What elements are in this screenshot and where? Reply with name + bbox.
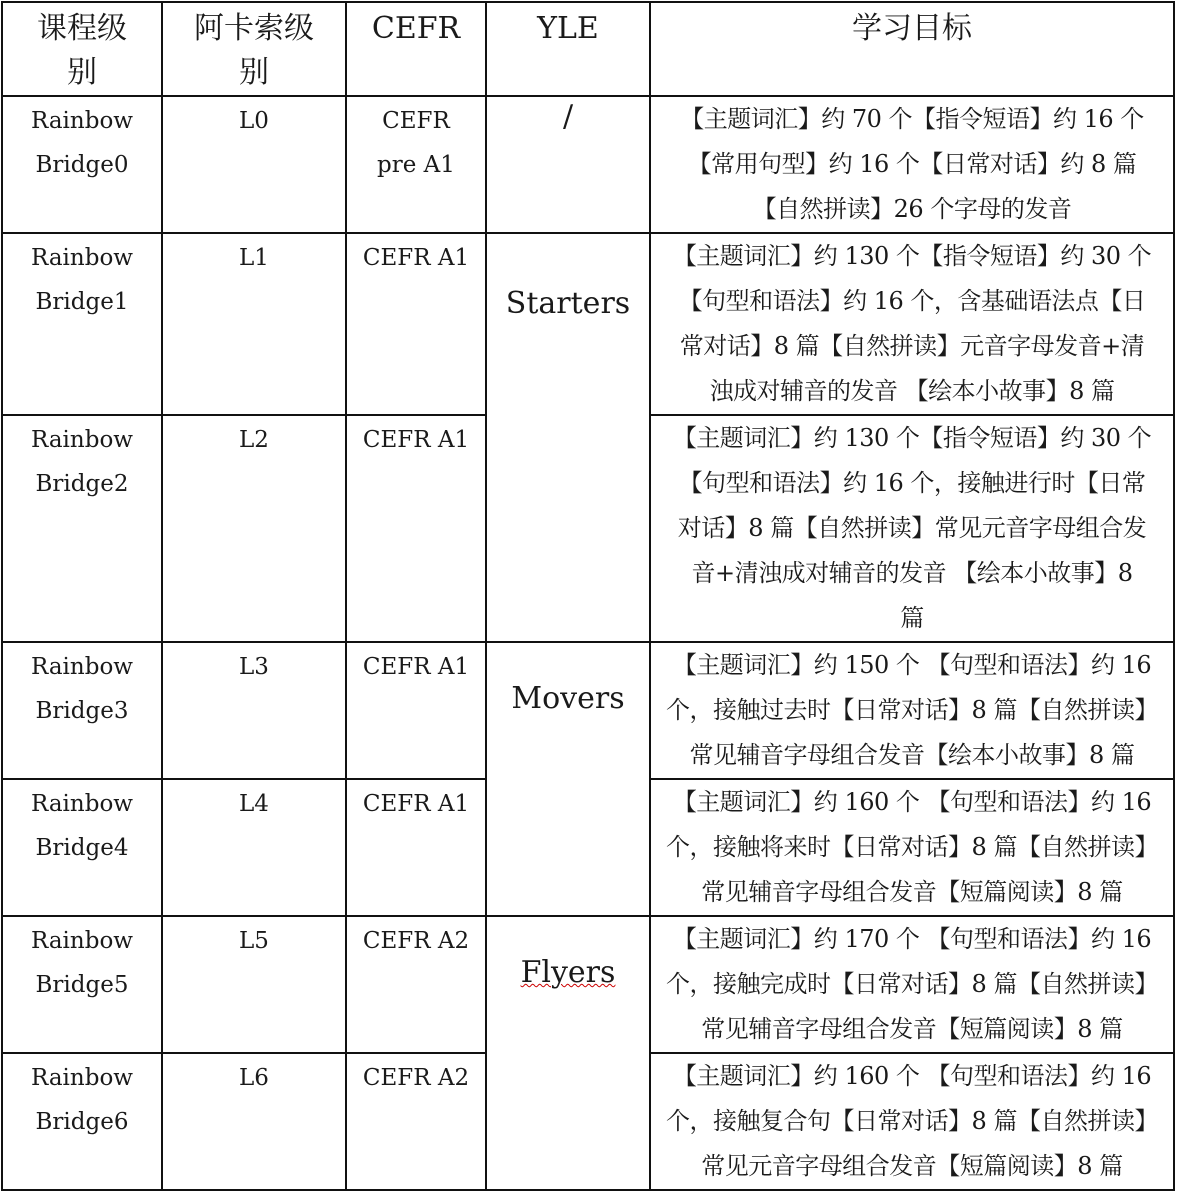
table-row [2, 642, 1174, 779]
level-text: L3 [239, 654, 269, 680]
learning-goals-cell-line: 个，接触将来时【日常对话】8 篇【自然拼读】 [666, 833, 1158, 861]
header-text: 课程级 [37, 11, 127, 46]
course-level-cell-line: Bridge0 [35, 152, 129, 178]
header-akasuo-level [162, 2, 346, 96]
cefr-cell-line: CEFR A1 [362, 791, 470, 817]
course-level-cell [2, 916, 162, 1053]
learning-goals-cell-line: 【主题词汇】约 130 个【指令短语】约 30 个 [672, 424, 1152, 452]
cefr-cell [346, 1053, 486, 1190]
course-level-cell [2, 642, 162, 779]
cefr-cell [346, 96, 486, 233]
table-row [2, 96, 1174, 233]
akasuo-level-cell [162, 916, 346, 1053]
learning-goals-cell-line: 【常用句型】约 16 个【日常对话】约 8 篇 [687, 150, 1137, 178]
cefr-cell [346, 779, 486, 916]
level-text: L1 [239, 245, 269, 271]
akasuo-level-cell [162, 1053, 346, 1190]
learning-goals-cell [650, 1053, 1174, 1190]
learning-goals-cell-line: 对话】8 篇【自然拼读】常见元音字母组合发 [677, 514, 1147, 542]
course-level-cell-line: Rainbow [31, 928, 133, 954]
cefr-cell [346, 916, 486, 1053]
cefr-cell-line: CEFR A1 [362, 245, 470, 271]
learning-goals-cell [650, 415, 1174, 642]
course-level-cell [2, 1053, 162, 1190]
learning-goals-cell-line: 常见辅音字母组合发音【短篇阅读】8 篇 [701, 1015, 1123, 1043]
learning-goals-cell-line: 【句型和语法】约 16 个，接触进行时【日常 [678, 469, 1146, 497]
course-level-cell [2, 96, 162, 233]
learning-goals-cell-line: 个，接触过去时【日常对话】8 篇【自然拼读】 [666, 696, 1158, 724]
cefr-cell [346, 415, 486, 642]
table-row [2, 233, 1174, 415]
learning-goals-cell-line: 个，接触完成时【日常对话】8 篇【自然拼读】 [666, 970, 1158, 998]
header-yle: YLE [486, 2, 650, 96]
yle-cell [486, 642, 650, 916]
level-text: L5 [239, 928, 269, 954]
level-text: L0 [239, 108, 269, 134]
level-text: L6 [239, 1065, 269, 1091]
course-level-table [1, 1, 1175, 1191]
cefr-cell-line: CEFR A2 [362, 928, 470, 954]
course-level-cell-line: Rainbow [31, 791, 133, 817]
akasuo-level-cell [162, 779, 346, 916]
learning-goals-cell [650, 779, 1174, 916]
yle-cell [486, 916, 650, 1190]
cefr-cell-line: CEFR A2 [362, 1065, 470, 1091]
course-level-cell-line: Bridge4 [35, 835, 129, 861]
learning-goals-cell-line: 常见元音字母组合发音【短篇阅读】8 篇 [701, 1152, 1123, 1180]
learning-goals-cell-line: 【主题词汇】约 160 个 【句型和语法】约 16 [672, 1062, 1152, 1090]
course-level-cell-line: Bridge5 [35, 972, 129, 998]
learning-goals-cell-line: 常对话】8 篇【自然拼读】元音字母发音+清 [679, 332, 1145, 360]
cefr-cell [346, 233, 486, 415]
cefr-cell [346, 642, 486, 779]
learning-goals-cell-line: 【主题词汇】约 130 个【指令短语】约 30 个 [672, 242, 1152, 270]
learning-goals-cell-line: 【主题词汇】约 160 个 【句型和语法】约 16 [672, 788, 1152, 816]
table-row [2, 916, 1174, 1053]
course-level-cell-line: Rainbow [31, 108, 133, 134]
learning-goals-cell-line: 常见辅音字母组合发音【短篇阅读】8 篇 [701, 878, 1123, 906]
header-text: 别 [67, 55, 97, 90]
learning-goals-cell-line: 浊成对辅音的发音 【绘本小故事】8 篇 [709, 377, 1115, 405]
cefr-cell-line: CEFR [382, 108, 450, 134]
header-cefr: CEFR [346, 2, 486, 96]
yle-label: Flyers [520, 955, 616, 990]
yle-label: Starters [505, 286, 631, 321]
header-text: 别 [239, 55, 269, 90]
cefr-cell-line: pre A1 [377, 152, 455, 178]
course-level-cell-line: Bridge2 [35, 471, 129, 497]
header-goals: 学习目标 [650, 2, 1174, 96]
header-text: 阿卡索级 [194, 11, 314, 46]
course-level-cell-line: Bridge1 [35, 289, 129, 315]
yle-label: Movers [511, 681, 625, 716]
learning-goals-cell-line: 【句型和语法】约 16 个，含基础语法点【日 [678, 287, 1146, 315]
learning-goals-cell-line: 常见辅音字母组合发音【绘本小故事】8 篇 [689, 741, 1135, 769]
cefr-cell-line: CEFR A1 [362, 427, 470, 453]
learning-goals-cell [650, 916, 1174, 1053]
akasuo-level-cell [162, 233, 346, 415]
yle-cell [486, 96, 650, 233]
course-level-cell [2, 233, 162, 415]
level-text: L4 [239, 791, 269, 817]
akasuo-level-cell [162, 96, 346, 233]
learning-goals-cell [650, 233, 1174, 415]
yle-cell [486, 233, 650, 642]
learning-goals-cell-line: 个，接触复合句【日常对话】8 篇【自然拼读】 [666, 1107, 1158, 1135]
course-level-cell-line: Rainbow [31, 245, 133, 271]
course-level-cell [2, 415, 162, 642]
level-text: L2 [239, 427, 269, 453]
learning-goals-cell [650, 96, 1174, 233]
learning-goals-cell-line: 【主题词汇】约 70 个【指令短语】约 16 个 [680, 105, 1144, 133]
course-level-cell-line: Rainbow [31, 427, 133, 453]
yle-label: / [562, 99, 574, 134]
learning-goals-cell-line: 【主题词汇】约 150 个 【句型和语法】约 16 [672, 651, 1152, 679]
course-level-cell [2, 779, 162, 916]
course-level-cell-line: Bridge6 [35, 1109, 129, 1135]
learning-goals-cell-line: 【自然拼读】26 个字母的发音 [752, 195, 1072, 223]
learning-goals-cell [650, 642, 1174, 779]
header-course-level [2, 2, 162, 96]
learning-goals-cell-line: 篇 [900, 604, 924, 632]
cefr-cell-line: CEFR A1 [362, 654, 470, 680]
header-row [2, 2, 1174, 96]
learning-goals-cell-line: 音+清浊成对辅音的发音 【绘本小故事】8 [691, 559, 1133, 587]
learning-goals-cell-line: 【主题词汇】约 170 个 【句型和语法】约 16 [672, 925, 1152, 953]
akasuo-level-cell [162, 642, 346, 779]
course-level-cell-line: Bridge3 [35, 698, 129, 724]
akasuo-level-cell [162, 415, 346, 642]
course-level-cell-line: Rainbow [31, 1065, 133, 1091]
course-level-cell-line: Rainbow [31, 654, 133, 680]
